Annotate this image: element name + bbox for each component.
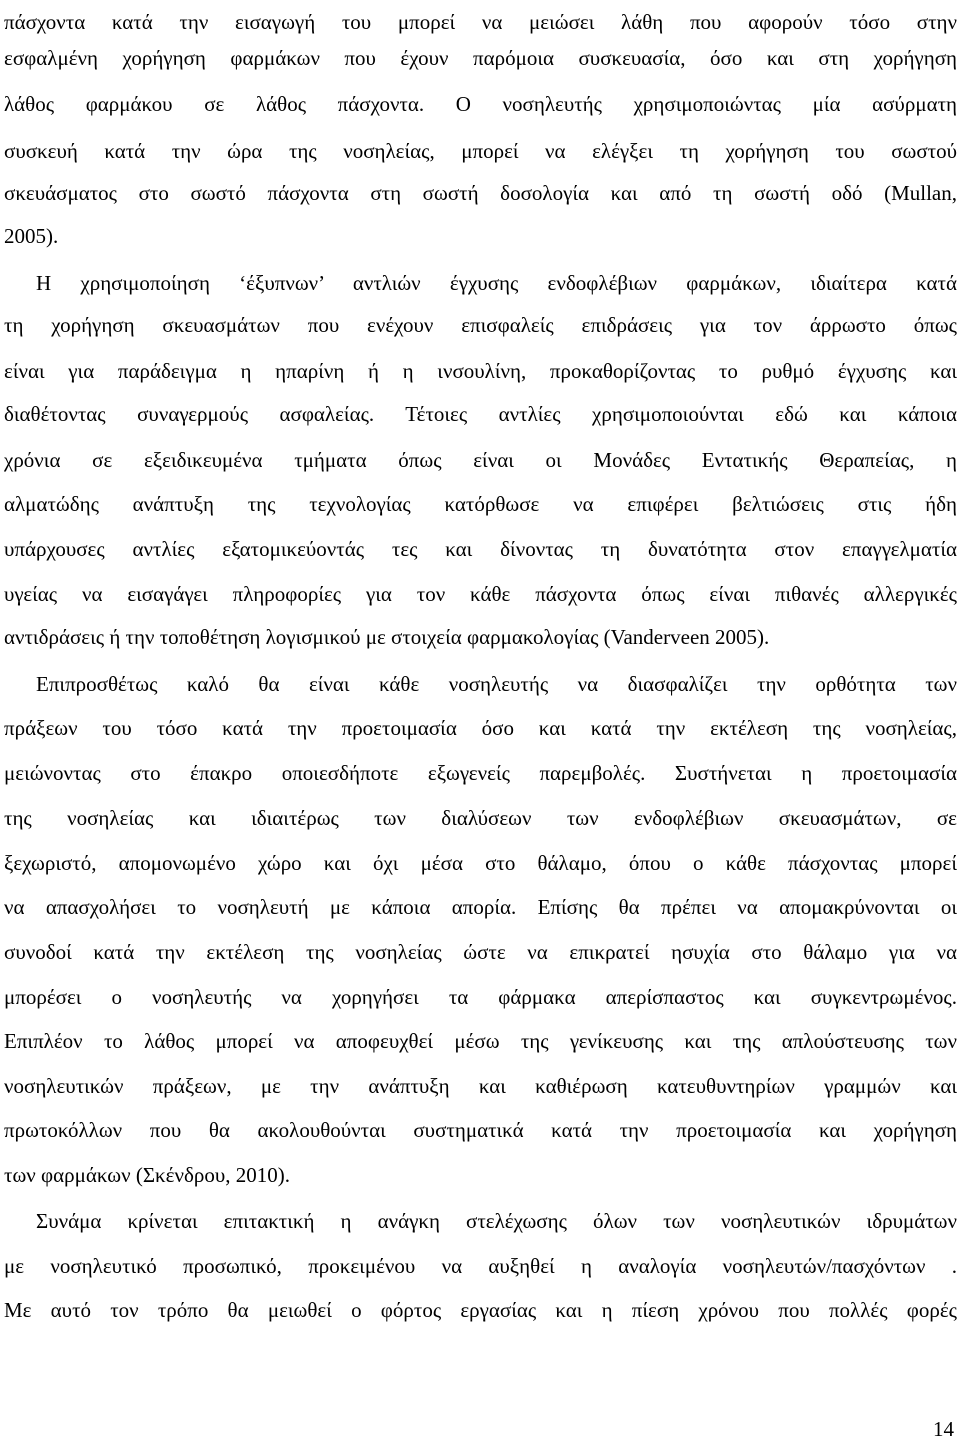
text-line: πάσχοντα κατά την εισαγωγή του μπορεί να μειώσει λάθη που αφορούν τόσο στην bbox=[4, 10, 957, 34]
text-line: των φαρμάκων (Σκένδρου, 2010). bbox=[4, 1163, 290, 1187]
text-line: σκευάσματος στο σωστό πάσχοντα στη σωστή δοσολογία και από τη σωστή οδό (Mullan, bbox=[4, 181, 957, 205]
text-line: υγείας να εισαγάγει πληροφορίες για τον κάθε πάσχοντα όπως είναι πιθανές αλλεργικές bbox=[4, 582, 957, 606]
text-line: χρόνια σε εξειδικευμένα τμήματα όπως είναι οι Μονάδες Εντατικής Θεραπείας, η bbox=[4, 448, 957, 472]
page-number: 14 bbox=[933, 1417, 954, 1441]
text-line: συσκευή κατά την ώρα της νοσηλείας, μπορεί να ελέγξει τη χορήγηση του σωστού bbox=[4, 139, 957, 163]
text-line: της νοσηλείας και ιδιαιτέρως των διαλύσεων των ενδοφλέβιων σκευασμάτων, σε bbox=[4, 806, 957, 830]
text-line: με νοσηλευτικό προσωπικό, προκειμένου να αυξηθεί η αναλογία νοσηλευτών/πασχόντων . bbox=[4, 1254, 957, 1278]
paragraph-first-line: Επιπροσθέτως καλό θα είναι κάθε νοσηλευτής να διασφαλίζει την ορθότητα των bbox=[36, 672, 957, 696]
text-line: ξεχωριστό, απομονωμένο χώρο και όχι μέσα στο θάλαμο, όπου ο κάθε πάσχοντας μπορεί bbox=[4, 851, 957, 875]
text-line: λάθος φαρμάκου σε λάθος πάσχοντα. Ο νοσηλευτής χρησιμοποιώντας μία ασύρματη bbox=[4, 92, 957, 116]
text-line: να απασχολήσει το νοσηλευτή με κάποια απορία. Επίσης θα πρέπει να απομακρύνονται οι bbox=[4, 895, 957, 919]
text-line: εσφαλμένη χορήγηση φαρμάκων που έχουν παρόμοια συσκευασία, όσο και στη χορήγηση bbox=[4, 46, 957, 70]
text-line: νοσηλευτικών πράξεων, με την ανάπτυξη και καθιέρωση κατευθυντηρίων γραμμών και bbox=[4, 1074, 957, 1098]
text-line: μπορέσει ο νοσηλευτής να χορηγήσει τα φάρμακα απερίσπαστος και συγκεντρωμένος. bbox=[4, 985, 957, 1009]
text-line: Επιπλέον το λάθος μπορεί να αποφευχθεί μέσω της γενίκευσης και της απλούστευσης των bbox=[4, 1029, 957, 1053]
text-line: αλματώδης ανάπτυξη της τεχνολογίας κατόρθωσε να επιφέρει βελτιώσεις στις ήδη bbox=[4, 492, 957, 516]
text-line: τη χορήγηση σκευασμάτων που ενέχουν επισφαλείς επιδράσεις για τον άρρωστο όπως bbox=[4, 313, 957, 337]
text-line: είναι για παράδειγμα η ηπαρίνη ή η ινσουλίνη, προκαθορίζοντας το ρυθμό έγχυσης και bbox=[4, 359, 957, 383]
text-line: μειώνοντας στο έπακρο οποιεσδήποτε εξωγενείς παρεμβολές. Συστήνεται η προετοιμασία bbox=[4, 761, 957, 785]
text-line: υπάρχουσες αντλίες εξατομικεύοντάς τες και δίνοντας τη δυνατότητα στον επαγγελματία bbox=[4, 537, 957, 561]
text-line: πρωτοκόλλων που θα ακολουθούνται συστηματικά κατά την προετοιμασία και χορήγηση bbox=[4, 1118, 957, 1142]
text-line: πράξεων του τόσο κατά την προετοιμασία όσο και κατά την εκτέλεση της νοσηλείας, bbox=[4, 716, 957, 740]
text-line: συνοδοί κατά την εκτέλεση της νοσηλείας ώστε να επικρατεί ησυχία στο θάλαμο για να bbox=[4, 940, 957, 964]
text-line: διαθέτοντας συναγερμούς ασφαλείας. Τέτοιες αντλίες χρησιμοποιούνται εδώ και κάποια bbox=[4, 402, 957, 426]
text-line: Με αυτό τον τρόπο θα μειωθεί ο φόρτος εργασίας και η πίεση χρόνου που πολλές φορές bbox=[4, 1298, 957, 1322]
text-line: 2005). bbox=[4, 224, 59, 248]
paragraph-first-line: Η χρησιμοποίηση ‘έξυπνων’ αντλιών έγχυσης ενδοφλέβιων φαρμάκων, ιδιαίτερα κατά bbox=[36, 271, 957, 295]
text-line: αντιδράσεις ή την τοποθέτηση λογισμικού με στοιχεία φαρμακολογίας (Vanderveen 2005). bbox=[4, 625, 770, 649]
paragraph-first-line: Συνάμα κρίνεται επιτακτική η ανάγκη στελέχωσης όλων των νοσηλευτικών ιδρυμάτων bbox=[36, 1209, 957, 1233]
